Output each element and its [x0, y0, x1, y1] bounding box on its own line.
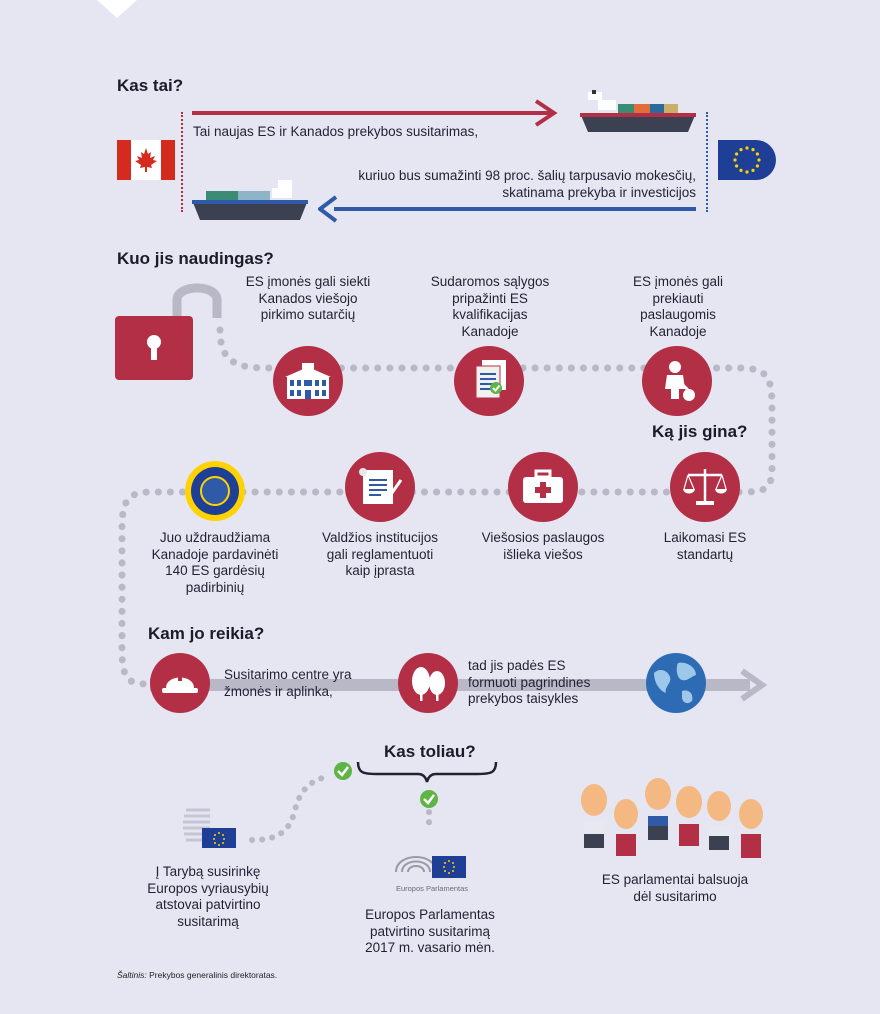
benefit-3-line: Kanadoje — [649, 323, 707, 339]
text-line: formuoti pagrindines — [468, 674, 591, 690]
benefit-1-line: Kanados viešojo — [258, 290, 358, 306]
heading-kuo-jis-naudingas: Kuo jis naudingas? — [117, 249, 274, 268]
protect-2-line: Valdžios institucijos — [321, 530, 439, 545]
benefit-3-line: ES įmonės gali — [632, 274, 724, 289]
benefit-2-line: Sudaromos sąlygos — [430, 274, 550, 289]
text-line: Susitarimo centre yra — [224, 667, 352, 682]
parliament-logo-text: Europos Parlamentas — [395, 884, 469, 893]
heading-kam-jo-reikia: Kam jo reikia? — [148, 624, 265, 643]
text-line: tad jis padės ES — [468, 658, 566, 673]
text-line: atstovai patvirtino — [155, 897, 261, 912]
protect-4-line: Laikomasi ES — [663, 530, 747, 545]
source-label: Šaltinis: — [117, 970, 147, 980]
benefit-2-line: pripažinti ES — [452, 290, 528, 306]
text-line: 2017 m. vasario mėn. — [365, 940, 495, 955]
protect-2-line: gali reglamentuoti — [326, 546, 434, 562]
heading-kas-toliau: Kas toliau? — [384, 742, 476, 761]
text-line: žmonės ir aplinka, — [224, 683, 333, 699]
protect-4-line: standartų — [676, 546, 734, 562]
text-kas-tai-line2a: kuriuo bus sumažinti 98 proc. šalių tarpusavio mokesčių, — [358, 168, 696, 183]
benefit-1-line: ES įmonės gali siekti — [245, 274, 371, 289]
text-line: patvirtino susitarimą — [369, 923, 491, 939]
text-line: Europos Parlamentas — [365, 907, 495, 922]
text-line: dėl susitarimo — [633, 888, 717, 904]
benefit-2-line: kvalifikacijas — [452, 307, 528, 322]
text-kas-tai-line2b: skatinama prekyba ir investicijos — [502, 184, 696, 200]
benefit-3-line: prekiauti — [652, 290, 704, 306]
protect-1-line: padirbinių — [185, 579, 245, 595]
raised-hands-icon — [576, 772, 771, 862]
protect-1-line: Juo uždraudžiama — [159, 530, 271, 545]
european-parliament-logo-icon — [392, 842, 472, 894]
protect-3-line: Viešosios paslaugos — [481, 530, 605, 545]
text-parliament — [350, 907, 510, 957]
heading-ka-jis-gina: Ką jis gina? — [652, 422, 748, 441]
protect-1-line: Kanadoje pardavinėti — [151, 546, 279, 562]
text-line: susitarimą — [177, 913, 239, 929]
protect-3-line: išlieka viešos — [503, 546, 583, 562]
text-council — [128, 864, 288, 930]
benefit-2-line: Kanadoje — [461, 323, 519, 339]
benefit-3-line: paslaugomis — [640, 307, 716, 322]
council-eu-flag-icon — [180, 804, 240, 848]
heading-kas-tai: Kas tai? — [117, 76, 184, 95]
text-line: ES parlamentai balsuoja — [601, 872, 749, 887]
source-text: Prekybos generalinis direktoratas. — [146, 970, 278, 980]
text-line: Europos vyriausybių — [147, 880, 269, 896]
protect-1-line: 140 ES gardėsių — [165, 563, 265, 578]
text-vote — [585, 872, 765, 905]
source-note — [117, 970, 277, 980]
text-line: Į Tarybą susirinkę — [155, 864, 261, 879]
benefit-1-line: pirkimo sutarčių — [260, 307, 356, 322]
text-line: prekybos taisykles — [468, 691, 579, 706]
text-kas-tai-line1: Tai naujas ES ir Kanados prekybos susitarimas, — [193, 124, 479, 139]
protect-2-line: kaip įprasta — [345, 563, 415, 578]
